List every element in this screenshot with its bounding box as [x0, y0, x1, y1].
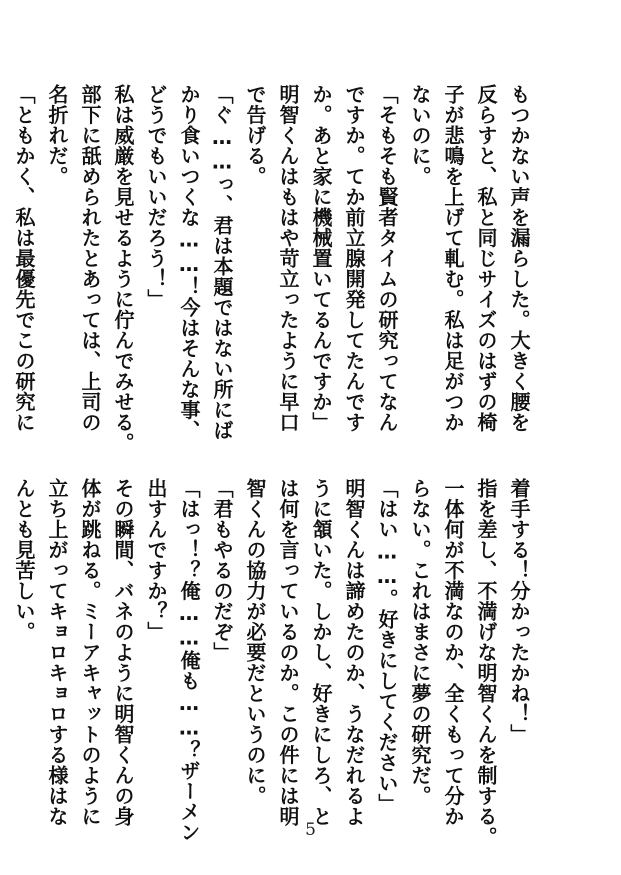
text-line: どうでもいいだろう！」: [144, 84, 168, 310]
text-line: 体が跳ねる。ミーアキャットのように: [78, 478, 102, 827]
text-line: 部下に舐められたとあっては、上司の: [78, 84, 102, 433]
text-line: か。あと家に機械置いてるんですか」: [309, 84, 333, 433]
text-line: その瞬間、バネのように明智くんの身: [111, 478, 135, 827]
text-line: ないのに。: [408, 84, 432, 187]
text-line: 子が悲鳴を上げて軋む。私は足がつか: [441, 84, 465, 433]
text-line: ですか。てか前立腺開発してたんです: [342, 84, 366, 433]
text-line: は何を言っているのか。この件には明: [276, 478, 300, 827]
text-line: らない。これはまさに夢の研究だ。: [408, 478, 432, 806]
text-line: 着手する！分かったかね！」: [507, 478, 531, 745]
text-line: もつかない声を漏らした。大きく腰を: [507, 84, 531, 433]
text-line: 私は威厳を見せるように佇んでみせる。: [111, 84, 135, 453]
text-line: 智くんの協力が必要だというのに。: [243, 478, 267, 806]
text-line: 一体何が不満なのか、全くもって分か: [441, 478, 465, 827]
text-line: 明智くんは諦めたのか、うなだれるよ: [342, 478, 366, 827]
text-line: 名折れだ。: [45, 84, 69, 187]
text-line: 反らすと、私と同じサイズのはずの椅: [474, 84, 498, 433]
text-line: 「はっ！？俺……俺も……？ザーメン: [177, 478, 201, 843]
text-line: うに頷いた。しかし、好きにしろ、と: [309, 478, 333, 827]
text-block-lower: [7, 478, 535, 847]
text-line: 「ぐ……っ、君は本題ではない所にば: [210, 84, 234, 441]
text-block-upper: [7, 84, 535, 453]
text-line: かり食いつくな……！今はそんな事、: [177, 84, 201, 441]
text-line: 指を差し、不満げな明智くんを制する。: [474, 478, 498, 847]
text-line: 「はい……。好きにしてください」: [375, 478, 399, 814]
page-number: 5: [305, 820, 316, 840]
text-line: 立ち上がってキョロキョロする様はな: [45, 478, 69, 827]
text-line: 「そもそも賢者タイムの研究ってなん: [375, 84, 399, 433]
text-line: 「君もやるのだぞ」: [210, 478, 234, 663]
text-line: 「ともかく、私は最優先でこの研究に: [12, 84, 36, 433]
text-line: んとも見苦しい。: [12, 478, 36, 642]
text-line: で告げる。: [243, 84, 267, 187]
text-line: 出すんですか？」: [144, 478, 168, 642]
text-line: 明智くんはもはや苛立ったように早口: [276, 84, 300, 433]
